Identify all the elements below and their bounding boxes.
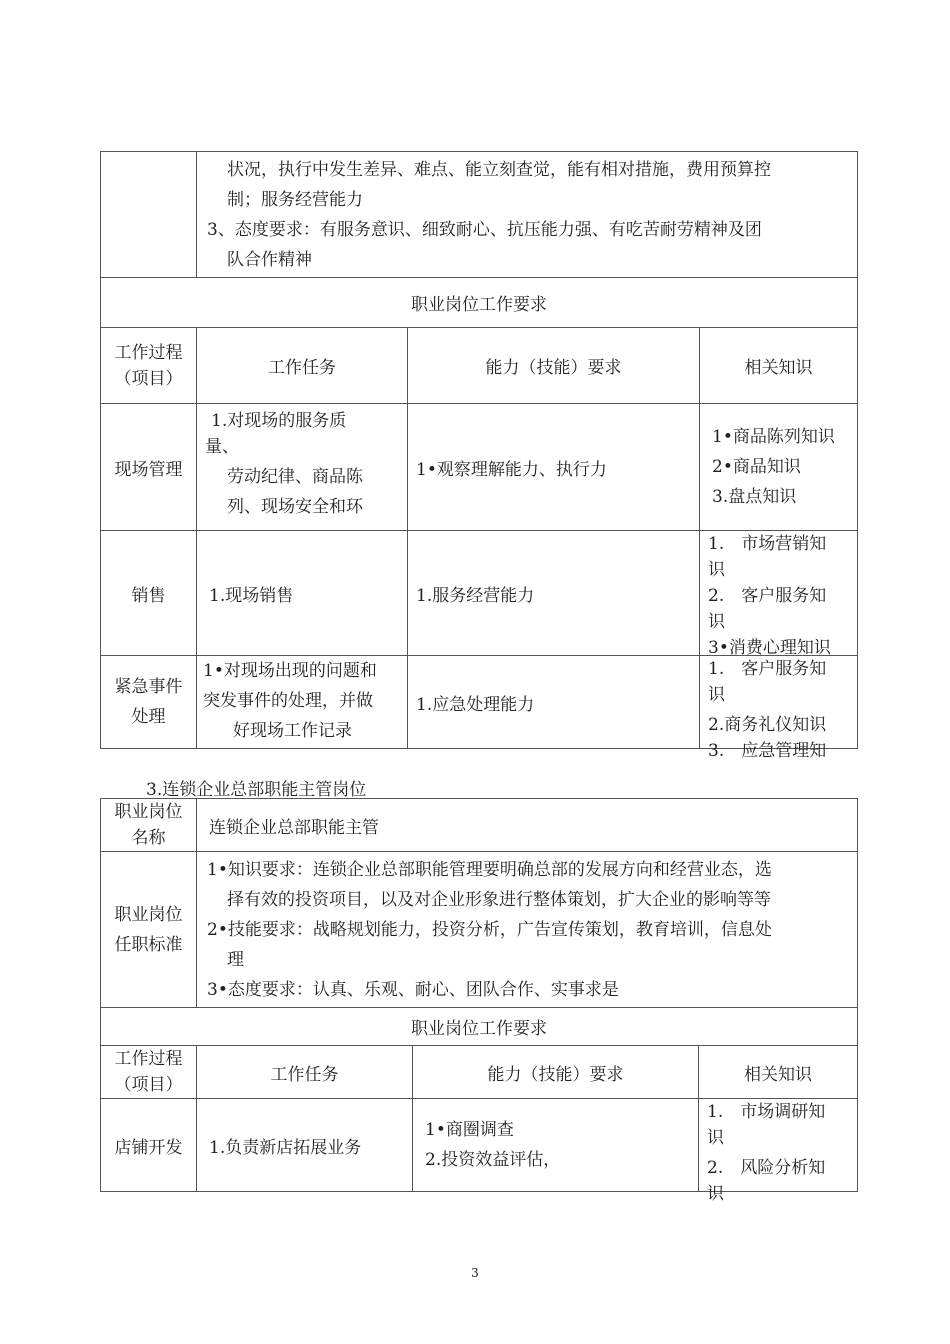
knowledge-cell: 1. 客户服务知 识 2.商务礼仪知识 3. 应急管理知: [700, 656, 858, 749]
section-title: 3.连锁企业总部职能主管岗位: [146, 780, 367, 800]
standard-row: [101, 852, 858, 1008]
task-cell: 1.对现场的服务质 量、 劳动纪律、商品陈 列、现场安全和环: [197, 404, 408, 531]
process-cell: 销售: [101, 531, 197, 656]
header-task: 工作任务: [197, 328, 408, 404]
standard-line: 队合作精神: [227, 250, 312, 270]
header-row: [101, 1046, 858, 1099]
section-header: 职业岗位工作要求: [101, 278, 858, 328]
header-ability: 能力（技能）要求: [413, 1046, 699, 1099]
standard-content-cell: 1•知识要求：连锁企业总部职能管理要明确总部的发展方向和经营业态，选 择有效的投资项目，以及对企业形象进行整体策划，扩大企业的影响等等 2•技能要求：战略规划能力，投资分析，广告宣传策划，教育培训，信息处 理 3•态度要求：认真、乐观、耐心、团队合作、实事求是: [197, 852, 858, 1008]
job-requirements-table-2: [100, 798, 858, 1204]
standard-line: 3、态度要求：有服务意识、细致耐心、抗压能力强、有吃苦耐劳精神及团: [207, 220, 762, 240]
process-cell: 紧急事件 处理: [101, 656, 197, 749]
ability-cell: 1•商圈调查 2.投资效益评估，: [413, 1099, 699, 1192]
name-label-cell: 职业岗位 名称: [101, 799, 197, 852]
table-row: [101, 656, 858, 749]
process-cell: 店铺开发: [101, 1099, 197, 1192]
task-cell: 1.现场销售: [197, 531, 408, 656]
standard-row: [101, 152, 858, 278]
ability-cell: 1.服务经营能力: [408, 531, 700, 656]
table-row: [101, 1099, 858, 1192]
ability-cell: 1•观察理解能力、执行力: [408, 404, 700, 531]
header-process: 工作过程 （项目）: [101, 1046, 197, 1099]
job-requirements-table-1: [100, 151, 858, 761]
header-row: [101, 328, 858, 404]
task-cell: 1.负责新店拓展业务: [197, 1099, 413, 1192]
section-header: 职业岗位工作要求: [101, 1008, 858, 1046]
knowledge-cell: 1•商品陈列知识 2•商品知识 3.盘点知识: [700, 404, 858, 531]
name-value-cell: 连锁企业总部职能主管: [197, 799, 858, 852]
header-knowledge: 相关知识: [699, 1046, 858, 1099]
header-process: 工作过程 （项目）: [101, 328, 197, 404]
standard-content-cell: [197, 152, 858, 278]
ability-cell: 1.应急处理能力: [408, 656, 700, 749]
header-knowledge: 相关知识: [700, 328, 858, 404]
process-cell: 现场管理: [101, 404, 197, 531]
knowledge-cell: 1. 市场调研知 识 2. 风险分析知 识: [699, 1099, 858, 1192]
page-number: 3: [471, 1266, 479, 1280]
standard-line: 制；服务经营能力: [227, 190, 363, 210]
standard-label-cell: [101, 152, 197, 278]
knowledge-cell: 1. 市场营销知 识 2. 客户服务知 识 3•消费心理知识: [700, 531, 858, 656]
task-cell: 1•对现场出现的问题和 突发事件的处理，并做 好现场工作记录: [197, 656, 408, 749]
table-row: [101, 531, 858, 656]
header-task: 工作任务: [197, 1046, 413, 1099]
standard-line: 状况，执行中发生差异、难点、能立刻查觉，能有相对措施，费用预算控: [227, 160, 771, 180]
standard-label-cell: 职业岗位 任职标准: [101, 852, 197, 1008]
name-row: [101, 799, 858, 852]
header-ability: 能力（技能）要求: [408, 328, 700, 404]
table-row: [101, 404, 858, 531]
